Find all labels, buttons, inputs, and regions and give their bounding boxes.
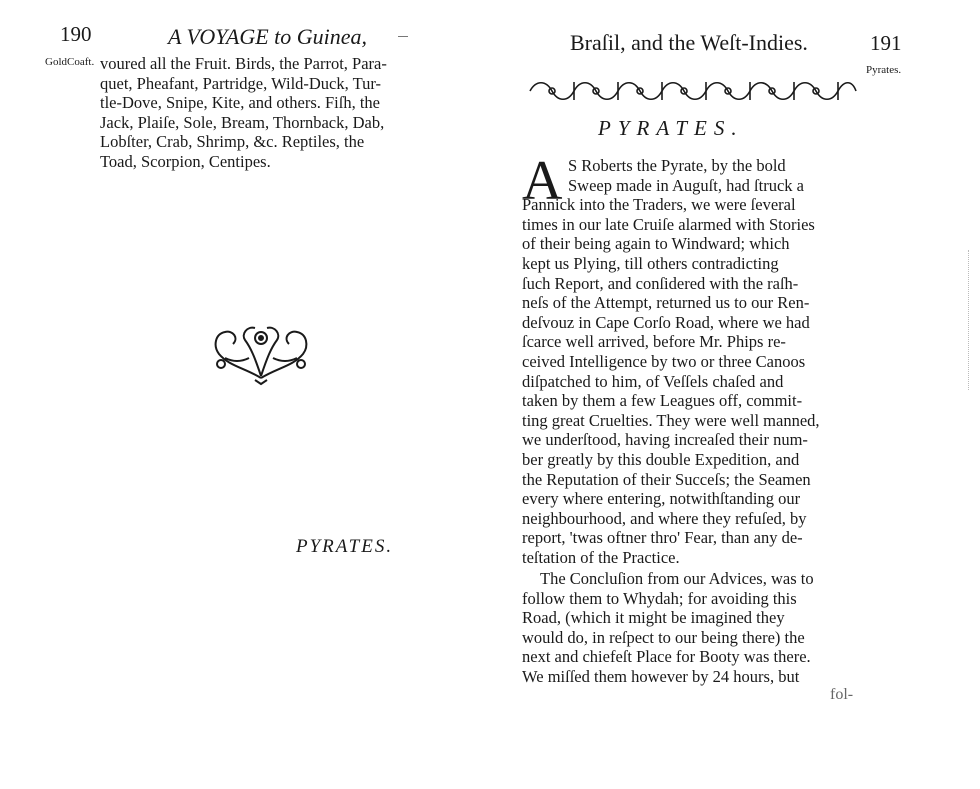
header-mark [398, 36, 408, 37]
text-line: ſcarce well arrived, before Mr. Phips re- [522, 332, 786, 352]
text-line: teſtation of the Practice. [522, 547, 680, 567]
right-catchword: fol- [830, 686, 854, 703]
right-margin-note: Pyrates. [866, 64, 902, 76]
left-margin-note: GoldCoaft. [45, 56, 95, 68]
text-line: ber greatly by this double Expedition, and [522, 449, 800, 469]
paragraph-2 [522, 569, 862, 687]
text-line: kept us Plying, till others contradicting [522, 253, 779, 273]
text-line: would do, in reſpect to our being there) the [522, 627, 805, 647]
text-line: ceived Intelligence by two or three Canoos [522, 351, 806, 371]
text-line: Road, (which it might be imagined they [522, 608, 785, 628]
headpiece-ornament-icon [526, 76, 860, 106]
text-line: quet, Pheafant, Partridge, Wild-Duck, Tur- [100, 73, 381, 93]
left-page-number: 190 [60, 22, 92, 46]
text-line: deſvouz in Cape Corſo Road, where we had [522, 312, 810, 332]
text-line: ting great Cruelties. They were well manned, [522, 410, 820, 430]
text-line: we underſtood, having increaſed their num- [522, 430, 808, 450]
text-line: Sweep made in Auguſt, had ſtruck a [568, 175, 804, 195]
text-line: the Reputation of their Succeſs; the Seamen [522, 469, 811, 489]
paragraph-1 [522, 150, 862, 567]
text-line: report, 'twas oftner thro' Fear, than any de- [522, 528, 803, 548]
text-line: Lobſter, Crab, Shrimp, &c. Reptiles, the [100, 132, 365, 152]
text-line: neighbourhood, and where they refuſed, by [522, 508, 807, 528]
text-line: Pannick into the Traders, we were ſeveral [522, 195, 796, 215]
section-title: PYRATES. [598, 116, 744, 140]
text-line: of their being again to Windward; which [522, 234, 790, 254]
text-line: Toad, Scorpion, Centipes. [100, 151, 271, 171]
drop-cap: A [522, 150, 563, 212]
text-line: The Concluſion from our Advices, was to [540, 569, 814, 588]
text-line: neſs of the Attempt, returned us to our Ren- [522, 293, 810, 313]
right-page [490, 0, 980, 789]
text-line: every where entering, notwithſtanding our [522, 489, 801, 509]
text-line: follow them to Whydah; for avoiding this [522, 588, 797, 608]
text-line: S Roberts the Pyrate, by the bold [568, 156, 786, 175]
text-line: tle-Dove, Snipe, Kite, and others. Fiſh, the [100, 93, 380, 113]
tailpiece-ornament-icon [205, 318, 317, 386]
text-line: taken by them a few Leagues off, commit- [522, 391, 803, 411]
right-running-head: Braſil, and the Weſt-Indies. [570, 30, 808, 55]
text-line: ſuch Report, and conſidered with the raſh- [522, 273, 799, 293]
right-page-number: 191 [870, 31, 902, 55]
text-line: times in our late Cruiſe alarmed with Stories [522, 214, 815, 234]
left-catchword: PYRATES. [296, 536, 394, 557]
text-line: next and chiefeſt Place for Booty was there. [522, 647, 811, 667]
left-running-head: A VOYAGE to Guinea, [168, 24, 368, 49]
text-line: We miſſed them however by 24 hours, but [522, 666, 800, 686]
left-text-block [100, 54, 438, 172]
text-line: diſpatched to him, of Veſſels chaſed and [522, 371, 784, 391]
text-line: voured all the Fruit. Birds, the Parrot, Para- [100, 54, 387, 73]
text-line: Jack, Plaiſe, Sole, Bream, Thornback, Dab, [100, 112, 385, 132]
edge-mark [968, 250, 970, 390]
